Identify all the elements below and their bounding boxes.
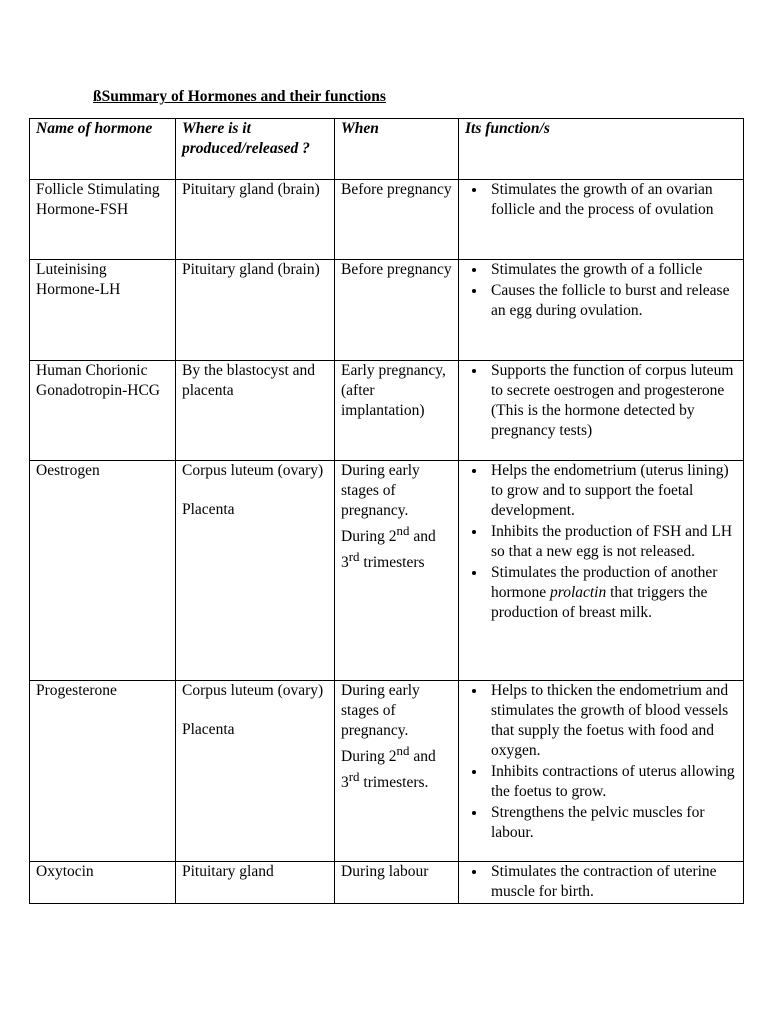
hormone-where: Corpus luteum (ovary): [182, 682, 324, 699]
italic-term: prolactin: [549, 584, 607, 601]
table-row: [30, 361, 744, 461]
hormone-name: Human Chorionic Gonadotropin-HCG: [30, 361, 176, 461]
hormones-table: [29, 118, 744, 904]
function-item: • Stimulates the growth of an ovarian follicle and the process of ovulation: [487, 180, 739, 220]
hormone-when: Early pregnancy, (after implantation): [335, 361, 459, 461]
table-row: [30, 260, 744, 361]
hormone-where: Pituitary gland: [176, 862, 335, 904]
hormone-functions: [459, 681, 744, 862]
hormone-where: Pituitary gland (brain): [176, 260, 335, 361]
header-name: Name of hormone: [30, 119, 176, 180]
header-where: Where is it produced/released ?: [176, 119, 335, 180]
hormone-name: Follicle Stimulating Hormone-FSH: [30, 180, 176, 260]
document-title: ßSummary of Hormones and their functions: [93, 88, 386, 105]
function-item: • Causes the follicle to burst and release an egg during ovulation.: [487, 281, 739, 321]
hormone-functions: [459, 461, 744, 681]
hormone-when: Before pregnancy: [335, 260, 459, 361]
function-item: • Stimulates the contraction of uterine muscle for birth.: [487, 862, 739, 902]
hormone-functions: [459, 361, 744, 461]
hormone-where-cell: [176, 681, 335, 862]
hormone-where-secondary: Placenta: [182, 501, 235, 518]
header-when: When: [335, 119, 459, 180]
hormone-name: Oestrogen: [30, 461, 176, 681]
hormone-functions: [459, 862, 744, 904]
hormone-name: Luteinising Hormone-LH: [30, 260, 176, 361]
hormone-when: During labour: [335, 862, 459, 904]
function-item: • Stimulates the production of another hormone prolactin that triggers the production of breast milk.: [487, 563, 739, 623]
function-item: • Inhibits contractions of uterus allowing the foetus to grow.: [487, 762, 739, 802]
hormone-name: Oxytocin: [30, 862, 176, 904]
hormone-where: By the blastocyst and placenta: [176, 361, 335, 461]
function-item: • Stimulates the growth of a follicle: [487, 260, 739, 280]
table-row: [30, 681, 744, 862]
hormone-when: Before pregnancy: [335, 180, 459, 260]
hormone-when: During early stages of pregnancy. During 2nd and 3rd trimesters: [335, 461, 459, 681]
hormone-where-cell: [176, 461, 335, 681]
hormone-where: Pituitary gland (brain): [176, 180, 335, 260]
hormone-where: Corpus luteum (ovary): [182, 462, 324, 479]
table-row: [30, 461, 744, 681]
hormone-when: During early stages of pregnancy. During 2nd and 3rd trimesters.: [335, 681, 459, 862]
table-row: [30, 180, 744, 260]
hormone-functions: [459, 260, 744, 361]
function-item: • Helps the endometrium (uterus lining) to grow and to support the foetal development.: [487, 461, 739, 521]
hormone-functions: [459, 180, 744, 260]
function-item: • Helps to thicken the endometrium and stimulates the growth of blood vessels that supply the foetus with food and oxygen.: [487, 681, 739, 761]
hormone-name: Progesterone: [30, 681, 176, 862]
table-header-row: [30, 119, 744, 180]
header-functions: Its function/s: [459, 119, 744, 180]
function-item: • Inhibits the production of FSH and LH so that a new egg is not released.: [487, 522, 739, 562]
function-item: • Strengthens the pelvic muscles for labour.: [487, 803, 739, 843]
function-item: • Supports the function of corpus luteum to secrete oestrogen and progesterone (This is the hormone detected by pregnancy tests): [487, 361, 739, 441]
table-row: [30, 862, 744, 904]
hormone-where-secondary: Placenta: [182, 721, 235, 738]
